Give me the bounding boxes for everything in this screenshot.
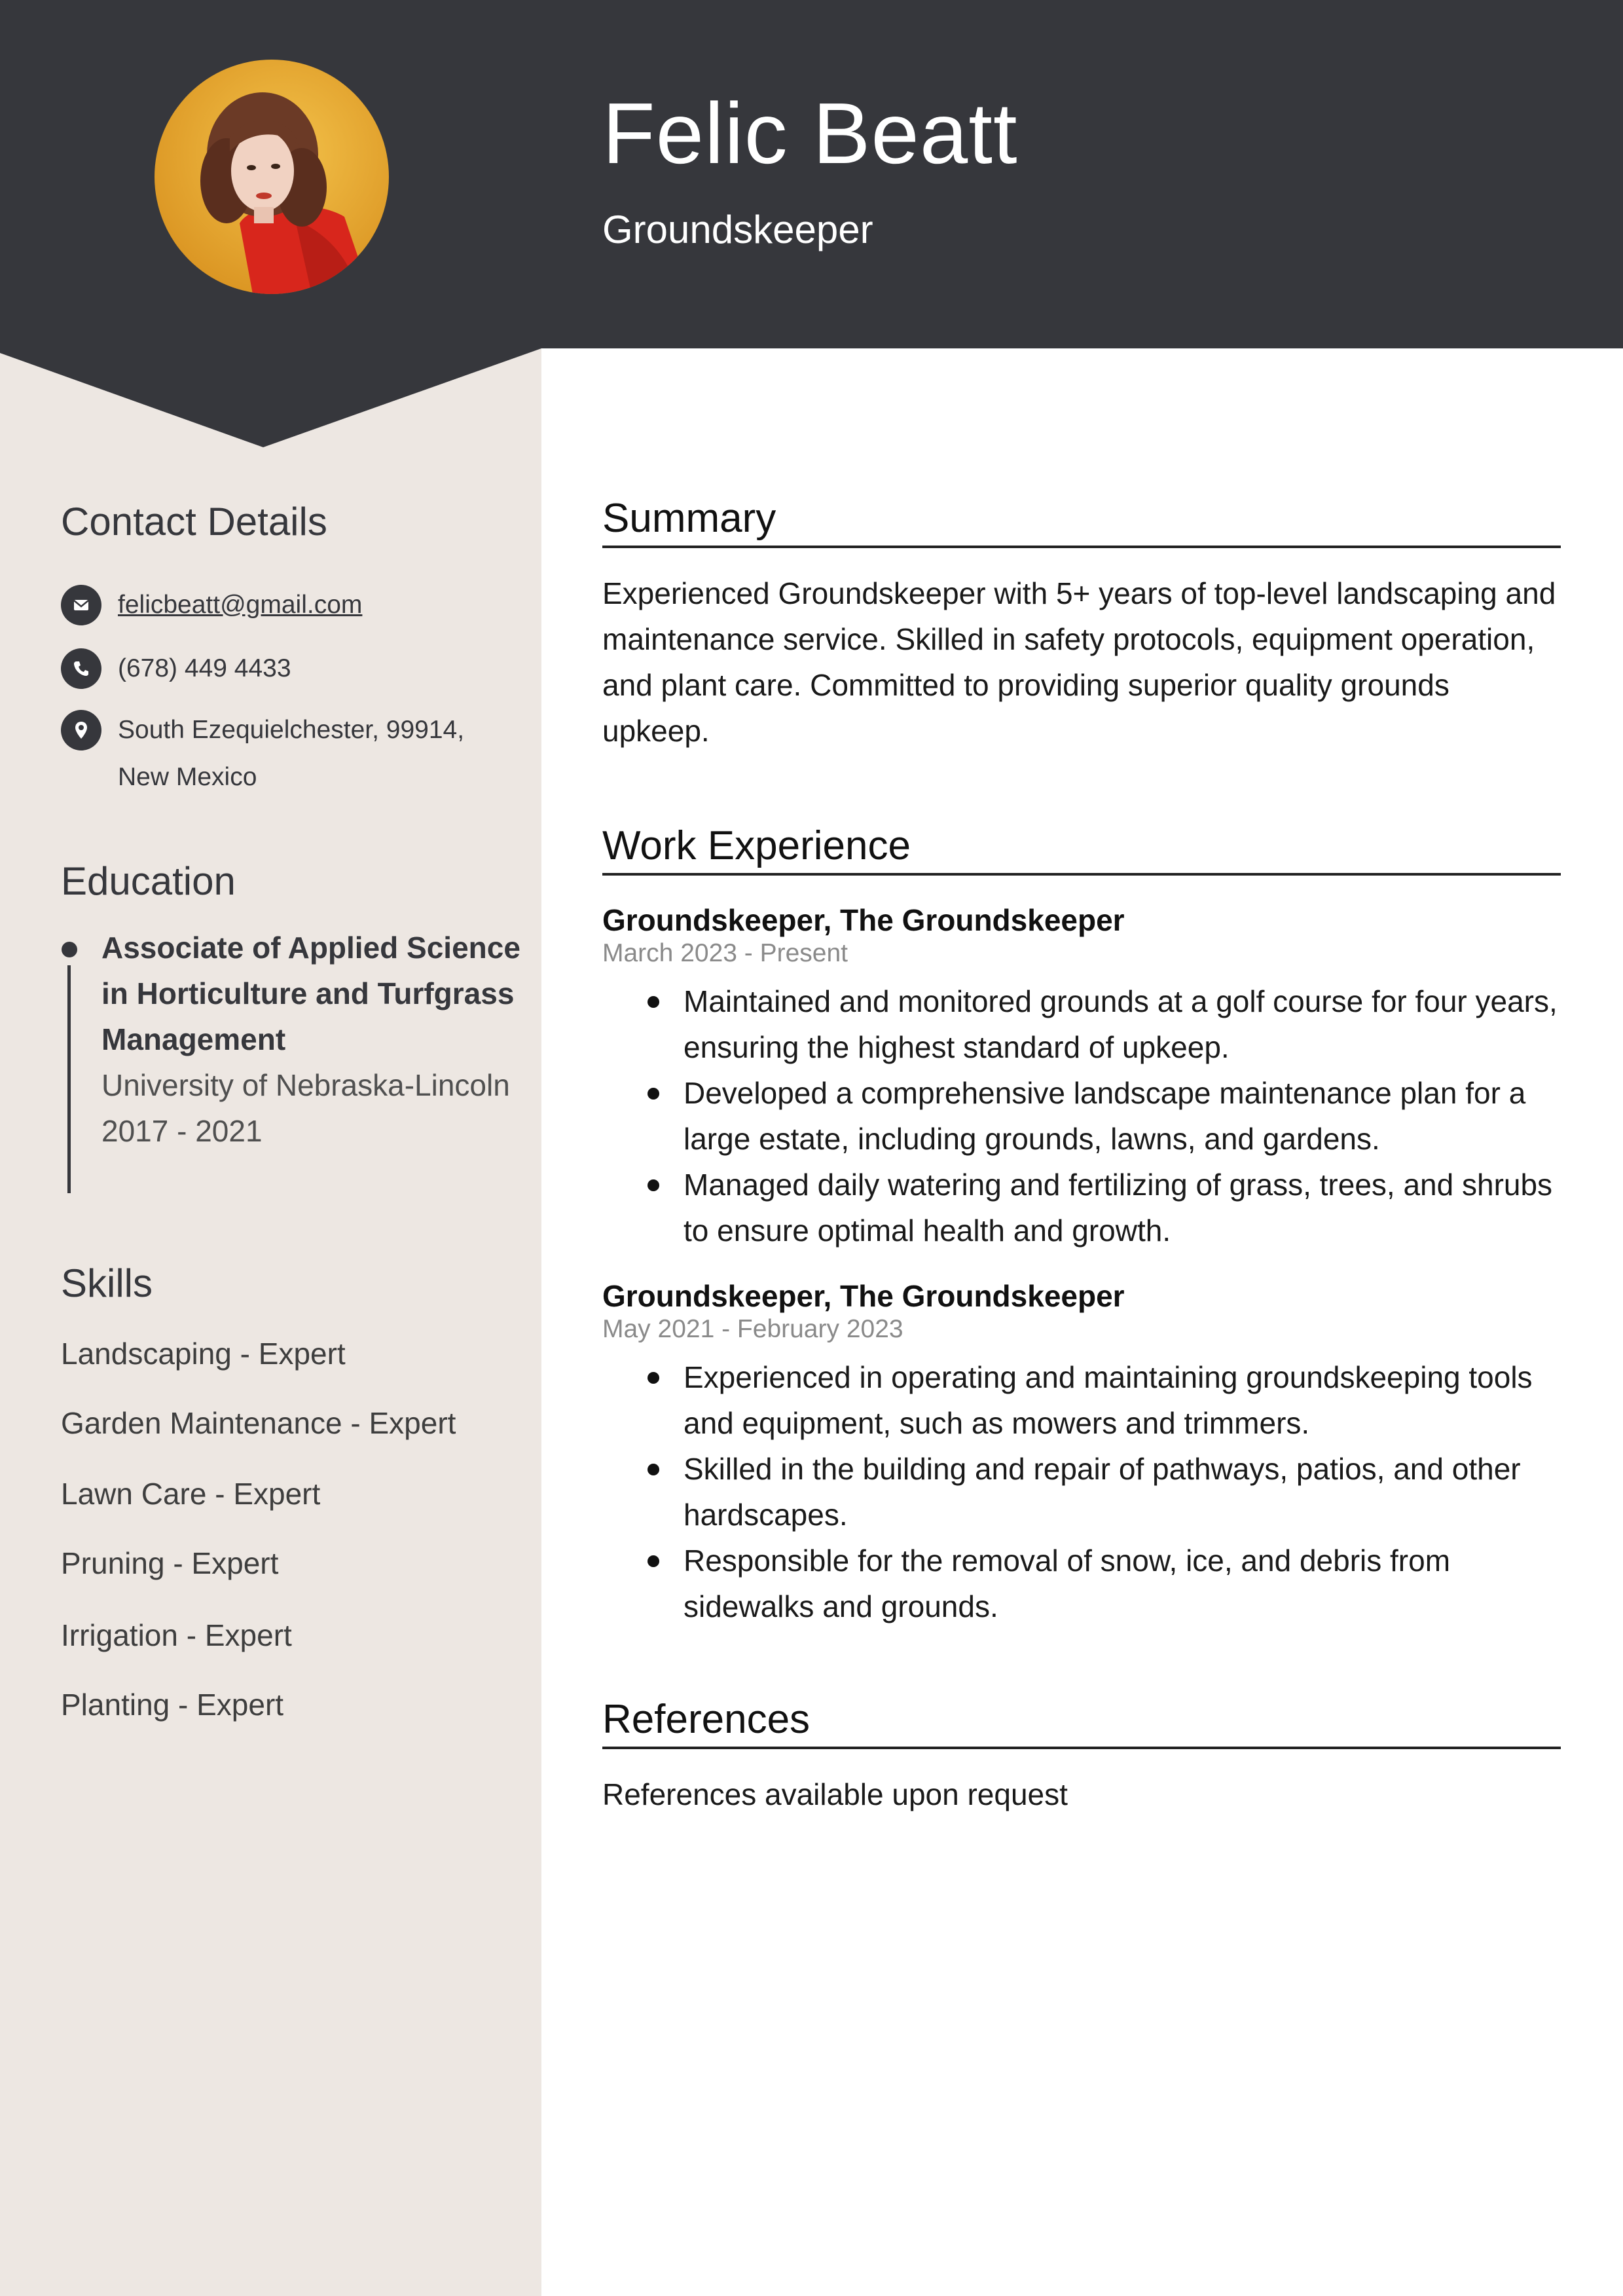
timeline-dot bbox=[62, 942, 77, 957]
job-bullet bbox=[684, 1354, 1567, 1446]
email-link[interactable]: felicbeatt@gmail.com bbox=[118, 591, 363, 619]
bullet-text: Experienced in operating and maintaining groundskeeping tools and equipment, such as mowers and trimmers. bbox=[684, 1360, 1533, 1440]
bullet-text: Managed daily watering and fertilizing of grass, trees, and shrubs to ensure optimal health and growth. bbox=[684, 1168, 1553, 1248]
contact-heading: Contact Details bbox=[61, 500, 327, 544]
address-line-1: South Ezequielchester, 99914, bbox=[118, 716, 465, 744]
job-bullet bbox=[684, 1070, 1567, 1162]
job-bullet bbox=[684, 1162, 1567, 1253]
job-bullet bbox=[684, 1538, 1567, 1629]
candidate-title: Groundskeeper bbox=[602, 208, 873, 251]
bullet-dot bbox=[647, 1088, 659, 1100]
header-chevron bbox=[0, 348, 541, 447]
bullet-text: Maintained and monitored grounds at a golf course for four years, ensuring the highest standard of upkeep. bbox=[684, 984, 1558, 1064]
contact-phone-row bbox=[61, 648, 291, 692]
job-dates: May 2021 - February 2023 bbox=[602, 1315, 903, 1343]
bullet-dot bbox=[647, 996, 659, 1008]
bullet-dot bbox=[647, 1372, 659, 1384]
job-title: Groundskeeper, The Groundskeeper bbox=[602, 903, 1125, 937]
bullet-dot bbox=[647, 1464, 659, 1475]
contact-address-row bbox=[61, 710, 464, 801]
location-pin-icon bbox=[61, 710, 101, 750]
skill-item: Lawn Care - Expert bbox=[61, 1477, 321, 1511]
skill-item: Pruning - Expert bbox=[61, 1546, 279, 1580]
summary-text: Experienced Groundskeeper with 5+ years of top-level landscaping and maintenance service. Skilled in safety protocols, equipment operation, and plant care. Committed to providing superior quality grounds upkeep. bbox=[602, 576, 1556, 748]
address-line-2: New Mexico bbox=[118, 763, 257, 791]
phone-number: (678) 449 4433 bbox=[118, 654, 291, 682]
skills-heading: Skills bbox=[61, 1261, 153, 1305]
references-heading: References bbox=[602, 1696, 1561, 1749]
work-experience-heading: Work Experience bbox=[602, 823, 1561, 876]
job-bullet bbox=[684, 978, 1567, 1070]
education-entry bbox=[101, 925, 520, 1154]
education-years: 2017 - 2021 bbox=[101, 1114, 263, 1148]
phone-icon bbox=[61, 648, 101, 689]
education-heading: Education bbox=[61, 859, 236, 903]
bullet-text: Developed a comprehensive landscape maintenance plan for a large estate, including grounds, lawns, and gardens. bbox=[684, 1076, 1526, 1156]
bullet-dot bbox=[647, 1555, 659, 1567]
references-text: References available upon request bbox=[602, 1777, 1068, 1811]
contact-email-row bbox=[61, 585, 362, 629]
candidate-name: Felic Beatt bbox=[602, 85, 1018, 181]
job-title: Groundskeeper, The Groundskeeper bbox=[602, 1279, 1125, 1313]
skill-item: Planting - Expert bbox=[61, 1688, 284, 1722]
envelope-icon bbox=[61, 585, 101, 625]
skill-item: Garden Maintenance - Expert bbox=[61, 1406, 456, 1440]
bullet-text: Skilled in the building and repair of pathways, patios, and other hardscapes. bbox=[684, 1452, 1521, 1532]
sidebar-panel bbox=[0, 348, 541, 2296]
skill-item: Irrigation - Expert bbox=[61, 1618, 292, 1652]
education-degree: Associate of Applied Science in Horticulture and Turfgrass Management bbox=[101, 931, 520, 1056]
job-bullet-list bbox=[684, 1354, 1567, 1629]
address bbox=[118, 707, 464, 801]
summary-heading: Summary bbox=[602, 495, 1561, 548]
bullet-dot bbox=[647, 1179, 659, 1191]
job-bullet bbox=[684, 1446, 1567, 1538]
job-bullet-list bbox=[684, 978, 1567, 1253]
timeline-line bbox=[67, 965, 71, 1193]
skill-item: Landscaping - Expert bbox=[61, 1337, 346, 1371]
job-dates: March 2023 - Present bbox=[602, 939, 848, 967]
education-school: University of Nebraska-Lincoln bbox=[101, 1068, 510, 1102]
profile-photo bbox=[155, 60, 389, 294]
bullet-text: Responsible for the removal of snow, ice, and debris from sidewalks and grounds. bbox=[684, 1544, 1451, 1623]
